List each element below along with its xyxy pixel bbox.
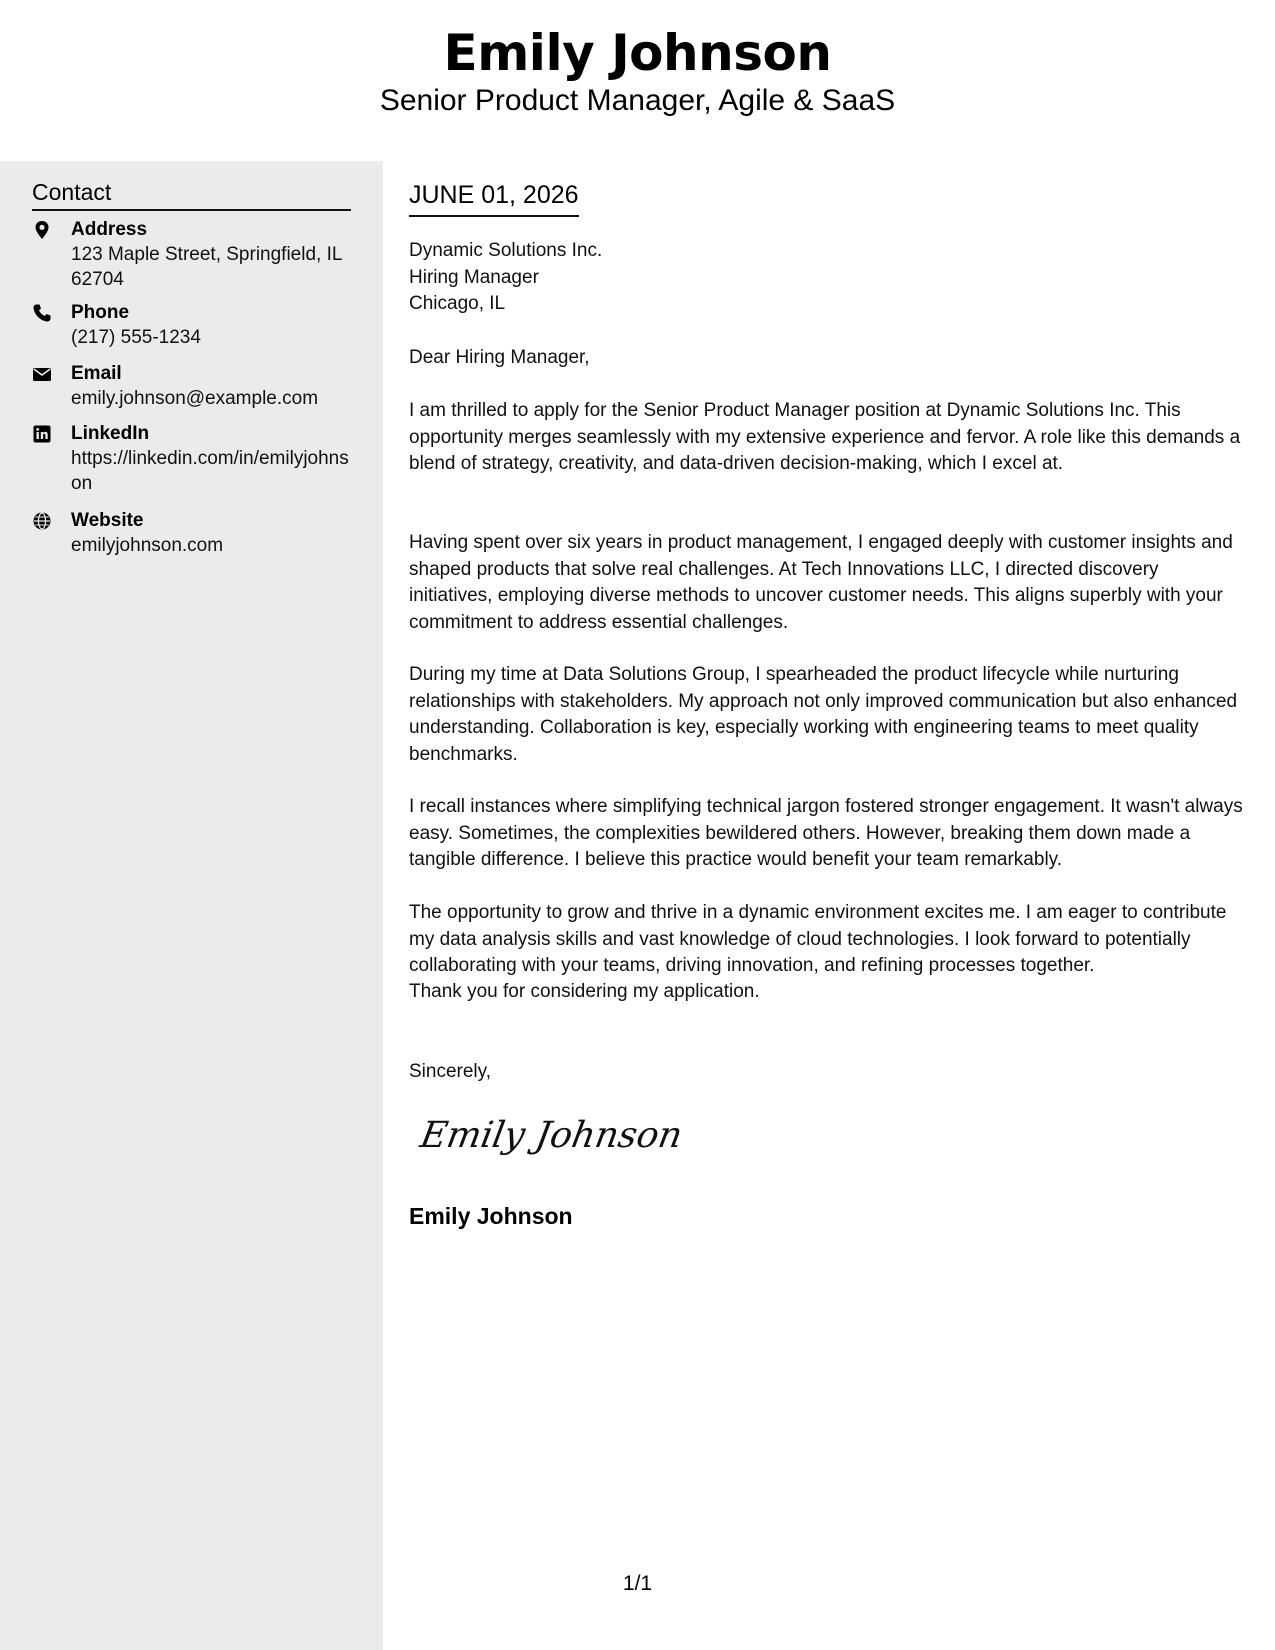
- contact-phone: [32, 300, 352, 350]
- letter-header: [0, 0, 1275, 161]
- globe-icon: [32, 511, 52, 531]
- contact-label: Website: [71, 510, 144, 531]
- contact-value: 123 Maple Street, Springfield, IL 62704: [71, 244, 342, 290]
- salutation: Dear Hiring Manager,: [409, 347, 590, 368]
- letter-date: JUNE 01, 2026: [409, 179, 579, 217]
- phone-icon: [32, 303, 52, 323]
- paragraph: Thank you for considering my application.: [409, 981, 760, 1002]
- recipient-location: Chicago, IL: [409, 293, 506, 314]
- handwritten-signature: [417, 1101, 686, 1171]
- contact-label: LinkedIn: [71, 423, 150, 444]
- page-number: 1/1: [622, 1572, 653, 1595]
- contact-value[interactable]: https://linkedin.com/in/emilyjohnson: [71, 448, 349, 494]
- recipient-company: Dynamic Solutions Inc.: [409, 240, 603, 261]
- contact-value: (217) 555-1234: [71, 327, 201, 348]
- contact-label: Address: [71, 219, 148, 240]
- contact-value: emily.johnson@example.com: [71, 388, 319, 409]
- applicant-name: Emily Johnson: [443, 24, 832, 82]
- linkedin-icon: [32, 424, 52, 444]
- signer-name: Emily Johnson: [409, 1203, 573, 1229]
- contact-email: [32, 361, 352, 411]
- paragraph: During my time at Data Solutions Group, I spearheaded the product lifecycle while nurturing relationships with stakeholders. My approach not only improved communication but also enhanced understanding. Collaboration is key, especially working with engineering teams to meet quality benchmarks.: [409, 664, 1238, 765]
- contact-label: Email: [71, 363, 122, 384]
- paragraph: The opportunity to grow and thrive in a dynamic environment excites me. I am eager to contribute my data analysis skills and vast knowledge of cloud technologies. I look forward to potentially collaborating with your teams, driving innovation, and refining processes together.: [409, 902, 1227, 976]
- location-pin-icon: [32, 220, 52, 240]
- contact-sidebar: [0, 161, 383, 1650]
- svg-text:Emily Johnson: Emily Johnson: [417, 1113, 686, 1156]
- closing: Sincerely,: [409, 1061, 492, 1082]
- contact-linkedin: [32, 421, 352, 496]
- applicant-title: Senior Product Manager, Agile & SaaS: [379, 84, 896, 117]
- recipient-block: [409, 238, 602, 318]
- recipient-title: Hiring Manager: [409, 266, 539, 288]
- paragraph: Having spent over six years in product management, I engaged deeply with customer insights and shaped products that solve real challenges. At Tech Innovations LLC, I directed discovery initiatives, employing diverse methods to uncover customer needs. This aligns superbly with your commitment to address essential challenges.: [409, 532, 1233, 633]
- paragraph: I recall instances where simplifying technical jargon fostered stronger engagement. It wasn't always easy. Sometimes, the complexities bewildered others. However, breaking them down made a tangible difference. I believe this practice would benefit your team remarkably.: [409, 796, 1243, 870]
- contact-website: [32, 508, 352, 558]
- contact-address: [32, 217, 352, 290]
- contact-label: Phone: [71, 302, 130, 323]
- contact-value[interactable]: emilyjohnson.com: [71, 535, 224, 556]
- contact-heading: Contact: [32, 177, 351, 211]
- paragraph: I am thrilled to apply for the Senior Product Manager position at Dynamic Solutions Inc. This opportunity merges seamlessly with my extensive experience and fervor. A role like this demands a blend of strategy, creativity, and data-driven decision-making, which I excel at.: [409, 400, 1241, 474]
- envelope-icon: [32, 364, 52, 384]
